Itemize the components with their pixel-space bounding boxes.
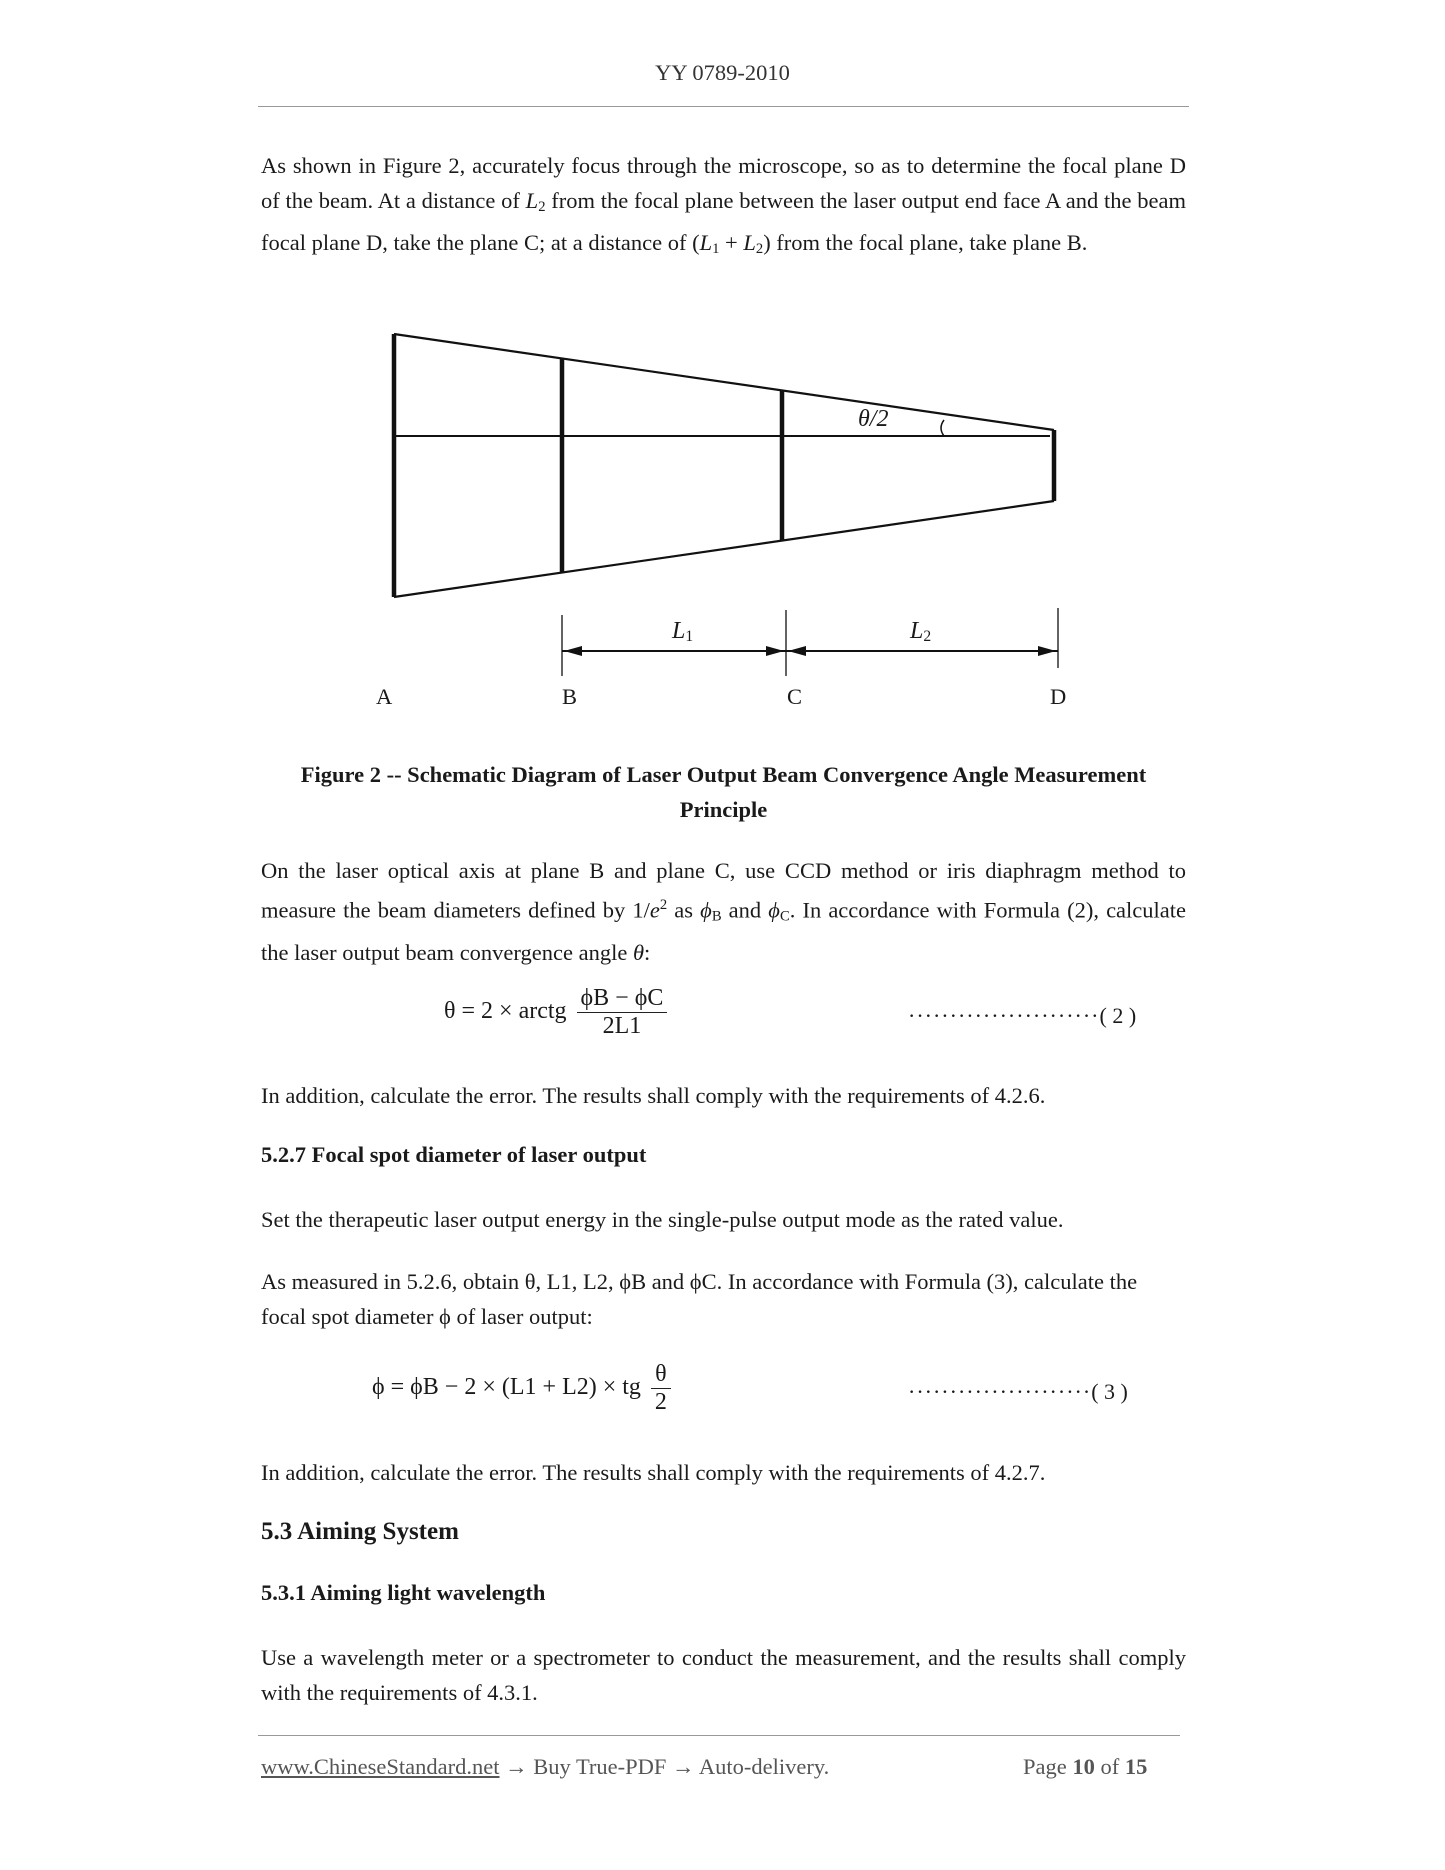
text: C — [779, 908, 790, 925]
text: ) from the focal plane, take plane B. — [763, 230, 1088, 255]
text: L — [699, 230, 713, 255]
beam-top-edge — [394, 334, 1054, 430]
doc-header: YY 0789-2010 — [655, 60, 790, 85]
plane-label-b: B — [562, 684, 578, 709]
total-pages: 15 — [1124, 1754, 1148, 1779]
leader-dots: ······················ — [908, 1379, 1092, 1404]
text: L — [743, 230, 756, 255]
measurement-paragraph — [261, 853, 1186, 970]
numerator: θ — [651, 1361, 671, 1389]
section-heading-5-2-7: 5.2.7 Focal spot diameter of laser output — [261, 1142, 647, 1167]
text: As shown in Figure 2, accurately focus through the microscope, so as to determine the focal plane D of the beam. At a distance of — [261, 153, 1186, 213]
angle-label: θ/2 — [858, 406, 889, 432]
leader-dots: ······················· — [908, 1003, 1100, 1028]
numerator: ϕB − ϕC — [577, 985, 668, 1013]
formula-2-number — [908, 1003, 1136, 1029]
text: 2 — [538, 199, 546, 215]
text: 1 — [712, 241, 720, 257]
text: + — [719, 230, 744, 255]
formula-2 — [444, 985, 671, 1040]
l2-label — [910, 618, 931, 646]
text: 2 — [755, 241, 764, 257]
text: ( 2 ) — [1099, 1003, 1137, 1028]
beam-bottom-edge — [394, 501, 1054, 597]
text: focal spot diameter ϕ of laser output: — [261, 1304, 593, 1329]
figure-caption — [258, 757, 1189, 827]
plane-label-c: C — [787, 684, 803, 709]
text: 2 — [659, 897, 668, 913]
text: as — [667, 897, 701, 923]
text: ( 3 ) — [1091, 1379, 1128, 1404]
paragraph: Use a wavelength meter or a spectrometer to conduct the measurement, and the results shall comply with the requirements of 4.3.1. — [261, 1645, 1186, 1705]
error-note-1: In addition, calculate the error. The results shall comply with the requirements of 4.2.6. — [261, 1083, 1046, 1108]
text: B — [711, 908, 722, 925]
fraction — [651, 1361, 671, 1416]
arrowhead — [1038, 646, 1056, 656]
text: ϕ — [768, 897, 780, 923]
text: e — [649, 897, 660, 923]
paragraph — [261, 1264, 1186, 1334]
l1-label — [672, 618, 693, 646]
beam-convergence-diagram — [0, 0, 1445, 760]
footer-rule — [258, 1735, 1180, 1736]
angle-arc — [941, 420, 944, 436]
error-note-2: In addition, calculate the error. The results shall comply with the requirements of 4.2.7. — [261, 1460, 1046, 1485]
plane-label-a: A — [376, 684, 393, 709]
fraction — [577, 985, 668, 1040]
paragraph: Set the therapeutic laser output energy in the single-pulse output mode as the rated value. — [261, 1207, 1064, 1232]
text: Page — [1023, 1754, 1067, 1779]
formula-3-number — [908, 1379, 1128, 1405]
text: On the laser optical axis at plane B and plane C, use CCD method or iris diaphragm method to measure the beam diameters defined by 1/ — [261, 858, 1186, 923]
arrowhead — [564, 646, 582, 656]
text: θ — [632, 939, 644, 965]
text: : — [644, 939, 651, 965]
website-link[interactable]: www.ChineseStandard.net — [261, 1754, 500, 1779]
text: and — [721, 897, 769, 923]
page-indicator — [1023, 1754, 1147, 1780]
footer-promo — [261, 1754, 829, 1780]
text: L — [672, 618, 686, 644]
arrowhead — [788, 646, 806, 656]
section-heading-5-3: 5.3 Aiming System — [261, 1518, 459, 1545]
plane-label-d: D — [1050, 684, 1067, 709]
text: → Buy True-PDF → Auto-delivery. — [499, 1754, 830, 1779]
section-heading-5-3-1: 5.3.1 Aiming light wavelength — [261, 1580, 546, 1605]
denominator: 2L1 — [602, 1013, 642, 1039]
formula-lhs: θ = 2 × arctg — [444, 998, 567, 1025]
text: 2 — [923, 628, 932, 645]
caption-line: Figure 2 -- Schematic Diagram of Laser Output Beam Convergence Angle Measurement — [300, 762, 1147, 787]
text: . In accordance with Formula (2), calculate the laser output beam convergence angle — [261, 897, 1187, 965]
caption-line: Principle — [679, 797, 768, 822]
formula-lhs: ϕ = ϕB − 2 × (L1 + L2) × tg — [372, 1374, 641, 1401]
text: L — [910, 618, 924, 644]
text: 1 — [685, 628, 694, 645]
denominator: 2 — [654, 1389, 667, 1415]
formula-3 — [372, 1361, 675, 1416]
current-page: 10 — [1072, 1754, 1095, 1779]
text: of — [1100, 1754, 1120, 1779]
text: L — [525, 188, 539, 213]
arrowhead — [766, 646, 784, 656]
text: from the focal plane between the laser output end face A and the beam focal plane D, take the plane C; at a distance of ( — [261, 188, 1186, 255]
text: ϕ — [700, 897, 712, 923]
text: As measured in 5.2.6, obtain θ, L1, L2, ϕB and ϕC. In accordance with Formula (3), calculate the — [261, 1269, 1138, 1294]
